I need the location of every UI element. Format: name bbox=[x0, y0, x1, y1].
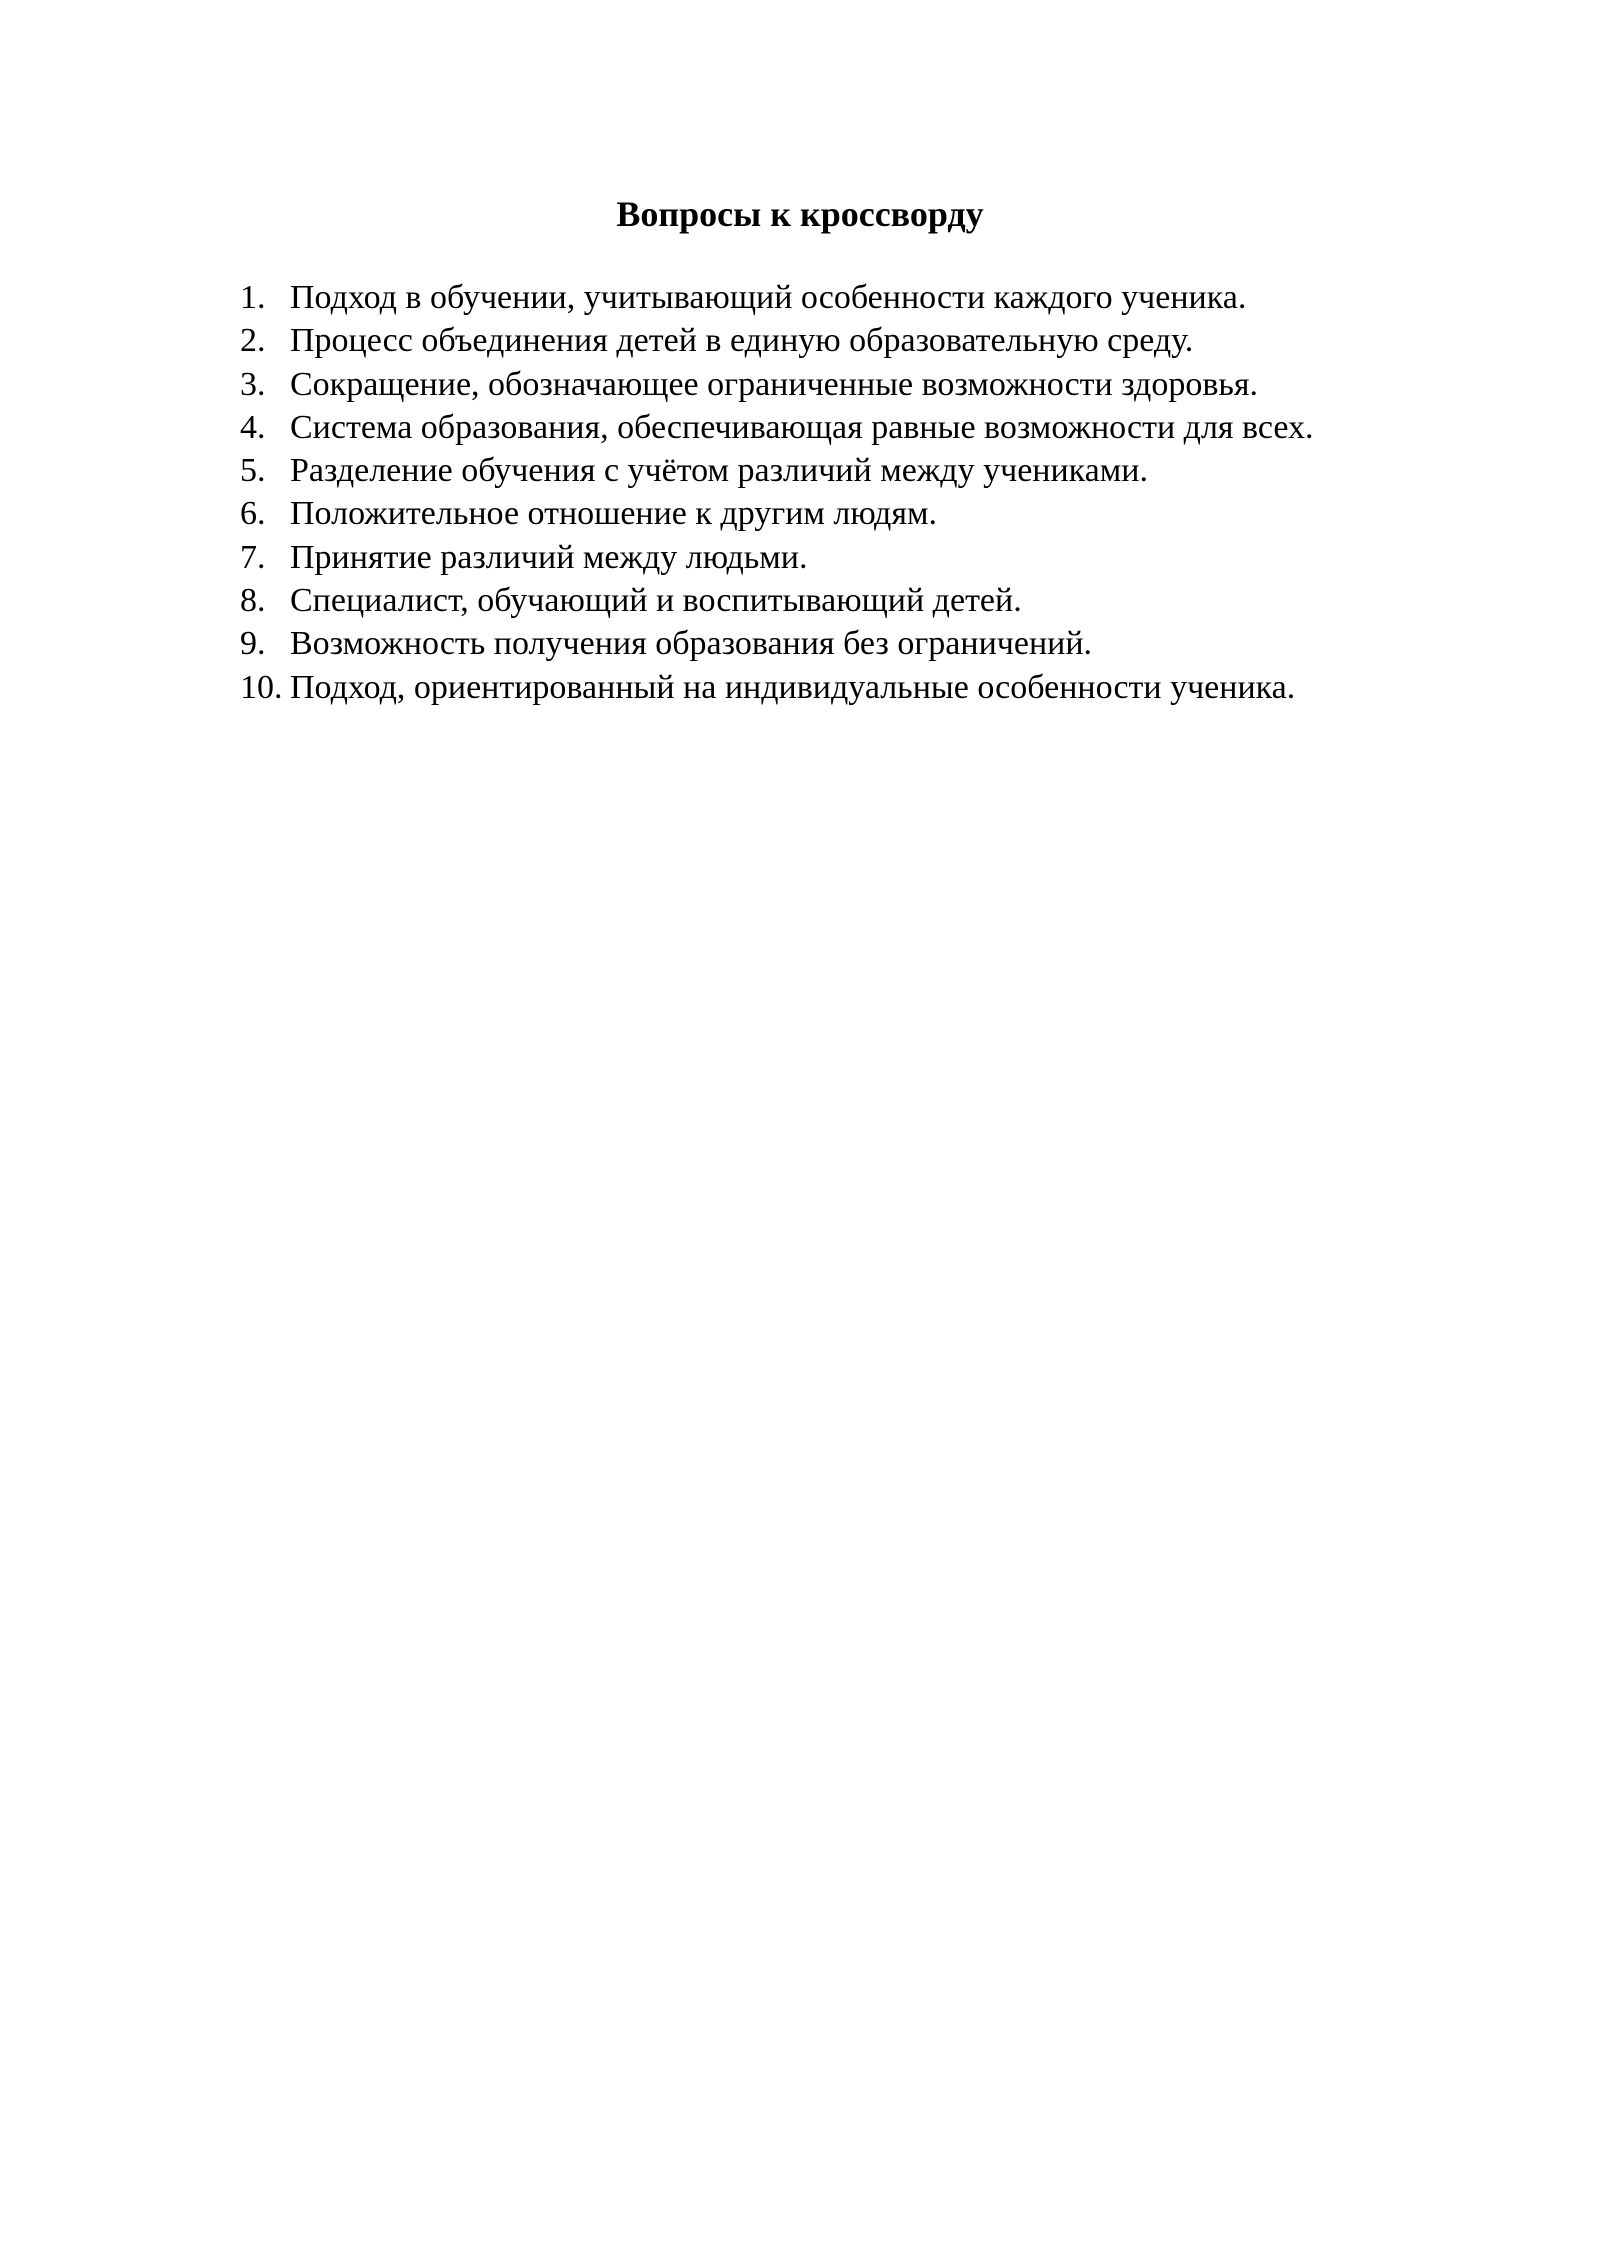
list-item bbox=[240, 492, 1420, 535]
question-text: Система образования, обеспечивающая равные возможности для всех. bbox=[290, 408, 1314, 446]
list-item bbox=[240, 406, 1420, 449]
question-number: 7. bbox=[240, 538, 266, 576]
list-item bbox=[240, 579, 1420, 622]
list-item bbox=[240, 449, 1420, 492]
question-number: 4. bbox=[240, 408, 266, 446]
question-number: 3. bbox=[240, 365, 266, 403]
questions-list bbox=[240, 276, 1420, 709]
list-item bbox=[240, 622, 1420, 665]
question-text: Разделение обучения с учётом различий между учениками. bbox=[290, 452, 1148, 490]
question-text: Возможность получения образования без ограничений. bbox=[290, 625, 1093, 663]
question-text: Процесс объединения детей в единую образовательную среду. bbox=[290, 322, 1194, 360]
question-number: 6. bbox=[240, 495, 266, 533]
question-text: Положительное отношение к другим людям. bbox=[290, 495, 938, 533]
list-item bbox=[240, 666, 1420, 709]
question-text: Подход в обучении, учитывающий особенности каждого ученика. bbox=[290, 279, 1247, 316]
question-number: 9. bbox=[240, 625, 266, 663]
question-text: Сокращение, обозначающее ограниченные возможности здоровья. bbox=[290, 365, 1259, 403]
question-text: Специалист, обучающий и воспитывающий детей. bbox=[290, 582, 1022, 620]
question-number: 10. bbox=[240, 668, 283, 706]
question-text: Подход, ориентированный на индивидуальные особенности ученика. bbox=[290, 668, 1296, 706]
question-number: 2. bbox=[240, 322, 266, 360]
document-title: Вопросы к кроссворду bbox=[616, 194, 984, 234]
list-item bbox=[240, 319, 1420, 362]
question-number: 8. bbox=[240, 582, 266, 620]
question-number: 5. bbox=[240, 452, 266, 490]
question-number: 1. bbox=[240, 279, 266, 316]
list-item bbox=[240, 276, 1420, 319]
list-item bbox=[240, 536, 1420, 579]
question-text: Принятие различий между людьми. bbox=[290, 538, 808, 576]
list-item bbox=[240, 363, 1420, 406]
